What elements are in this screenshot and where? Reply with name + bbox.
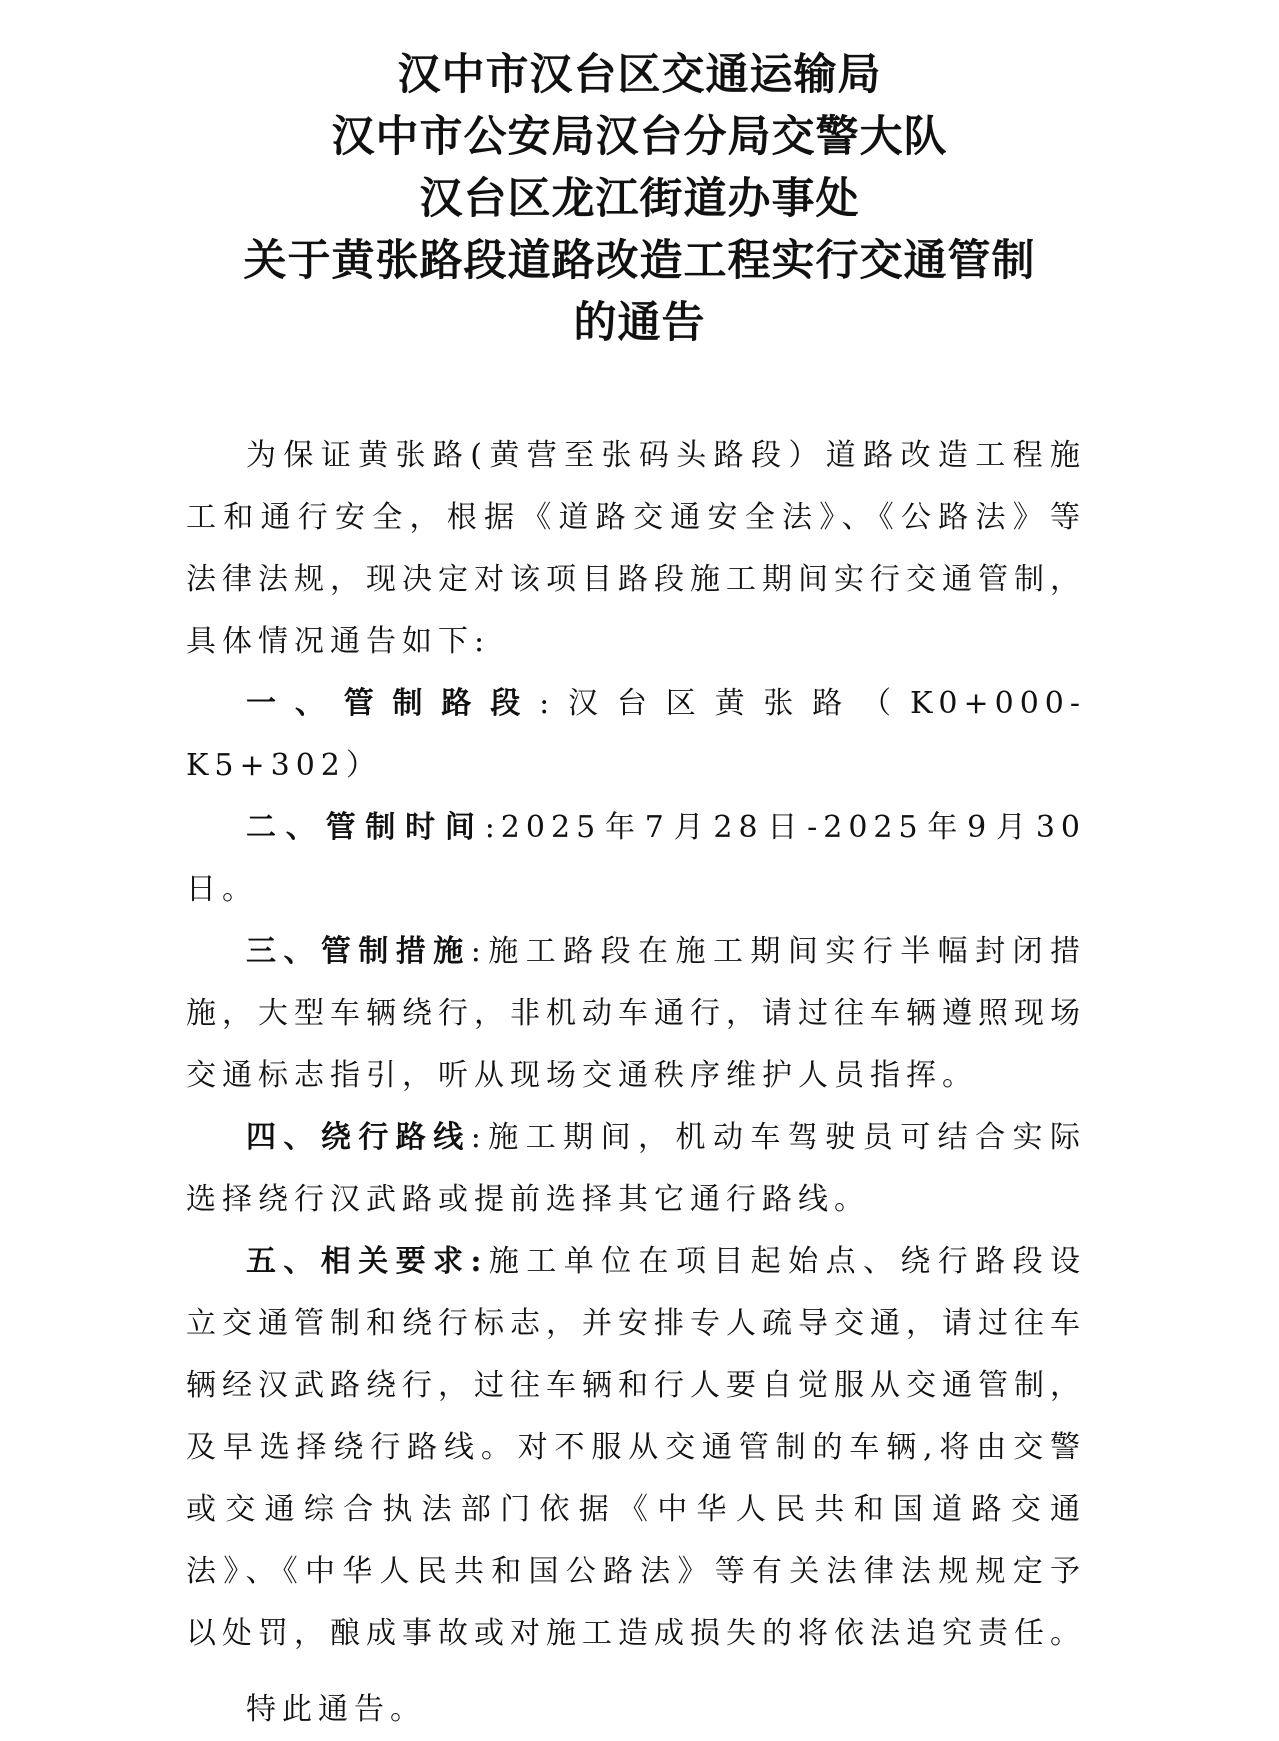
section-5-heading: 五、相关要求: xyxy=(246,1244,488,1279)
title-line-3: 汉台区龙江街道办事处 xyxy=(419,174,860,224)
section-2 xyxy=(186,797,1086,921)
title-line-2: 汉中市公安局汉台分局交警大队 xyxy=(331,112,948,162)
section-2-heading: 二、管制时间 xyxy=(246,810,485,845)
section-5 xyxy=(186,1231,1086,1665)
title-line-5: 的通告 xyxy=(573,298,706,348)
section-1-heading: 一、管制路段 xyxy=(246,686,540,721)
section-1 xyxy=(186,673,1086,797)
title-line-1: 汉中市汉台区交通运输局 xyxy=(397,50,882,100)
closing-line: 特此通告。 xyxy=(246,1692,426,1727)
section-3-heading: 三、管制措施 xyxy=(246,934,471,969)
section-4-heading: 四、绕行路线 xyxy=(246,1120,471,1155)
section-1-text: :汉台区黄张路（K0+000-K5+302） xyxy=(186,686,1087,783)
title-line-4: 关于黄张路段道路改造工程实行交通管制 xyxy=(243,236,1036,286)
intro-paragraph: 为保证黄张路(黄营至张码头路段）道路改造工程施工和通行安全，根据《道路交通安全法》、《公路法》等法律法规，现决定对该项目路段施工期间实行交通管制，具体情况通告如下: xyxy=(186,438,1086,659)
section-4 xyxy=(186,1107,1086,1231)
section-2-text: :2025年7月28日-2025年9月30日。 xyxy=(186,810,1086,907)
notice-body xyxy=(186,425,1086,1741)
section-4-text: :施工期间，机动车驾驶员可结合实际选择绕行汉武路或提前选择其它通行路线。 xyxy=(186,1120,1087,1217)
notice-title xyxy=(0,44,1279,354)
section-3 xyxy=(186,921,1086,1107)
section-5-text: 施工单位在项目起始点、绕行路段设立交通管制和绕行标志，并安排专人疏导交通，请过往车辆经汉武路绕行，过往车辆和行人要自觉服从交通管制，及早选择绕行路线。对不服从交通管制的车辆,将由交警或交通综合执法部门依据《中华人民共和国道路交通法》、《中华人民共和国公路法》等有关法律法规规定予以处罚，酿成事故或对施工造成损失的将依法追究责任。 xyxy=(186,1244,1087,1651)
section-3-text: :施工路段在施工期间实行半幅封闭措施，大型车辆绕行，非机动车通行，请过往车辆遵照现场交通标志指引，听从现场交通秩序维护人员指挥。 xyxy=(186,934,1087,1093)
